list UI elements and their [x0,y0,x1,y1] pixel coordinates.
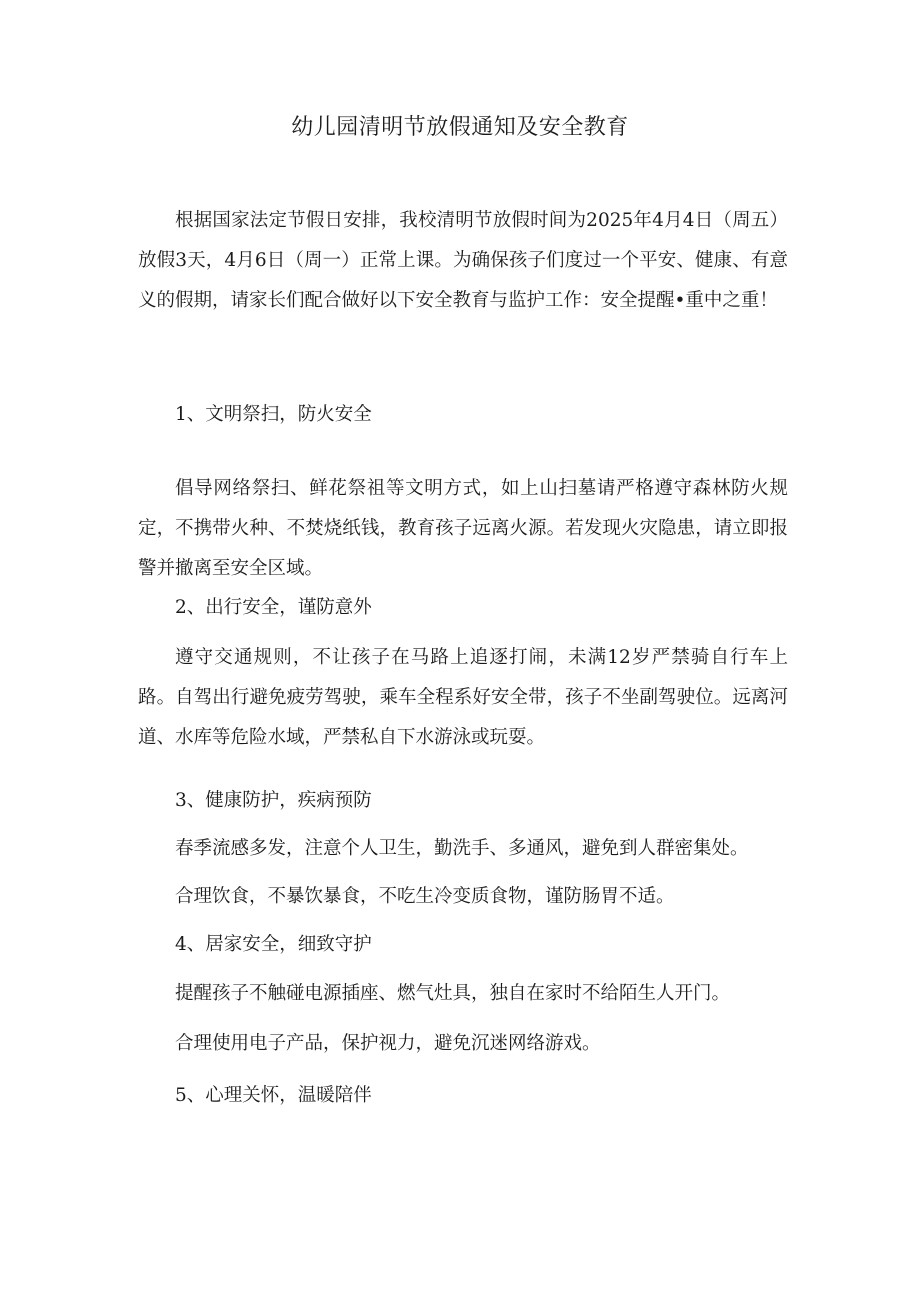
section-1-body: 倡导网络祭扫、鲜花祭祖等文明方式，如上山扫墓请严格遵守森林防火规定，不携带火种、不焚烧纸钱，教育孩子远离火源。若发现火灾隐患，请立即报警并撤离至安全区域。 [138,478,788,579]
section-5-heading: 5、心理关怀，温暖陪伴 [175,1085,372,1106]
section-4-line-2: 合理使用电子产品，保护视力，避免沉迷网络游戏。 [175,1033,601,1054]
document-title: 幼儿园清明节放假通知及安全教育 [291,115,629,140]
section-3-line-1: 春季流感多发，注意个人卫生，勤洗手、多通风，避免到人群密集处。 [175,838,749,859]
section-1-heading: 1、文明祭扫，防火安全 [175,404,372,425]
intro-paragraph: 根据国家法定节假日安排，我校清明节放假时间为2025年4月4日（周五）放假3天，4月6日（周一）正常上课。为确保孩子们度过一个平安、健康、有意义的假期，请家长们配合做好以下安全教育与监护工作：安全提醒•重中之重！ [138,210,788,311]
section-3-line-2: 合理饮食，不暴饮暴食，不吃生冷变质食物，谨防肠胃不适。 [175,886,675,907]
section-4-line-1: 提醒孩子不触碰电源插座、燃气灶具，独自在家时不给陌生人开门。 [175,983,731,1004]
section-2-heading: 2、出行安全，谨防意外 [175,597,372,618]
section-3-heading: 3、健康防护，疾病预防 [175,790,372,811]
section-4-heading: 4、居家安全，细致守护 [175,934,372,955]
section-2-body: 遵守交通规则，不让孩子在马路上追逐打闹，未满12岁严禁骑自行车上路。自驾出行避免疲劳驾驶，乘车全程系好安全带，孩子不坐副驾驶位。远离河道、水库等危险水域，严禁私自下水游泳或玩耍。 [138,647,788,748]
